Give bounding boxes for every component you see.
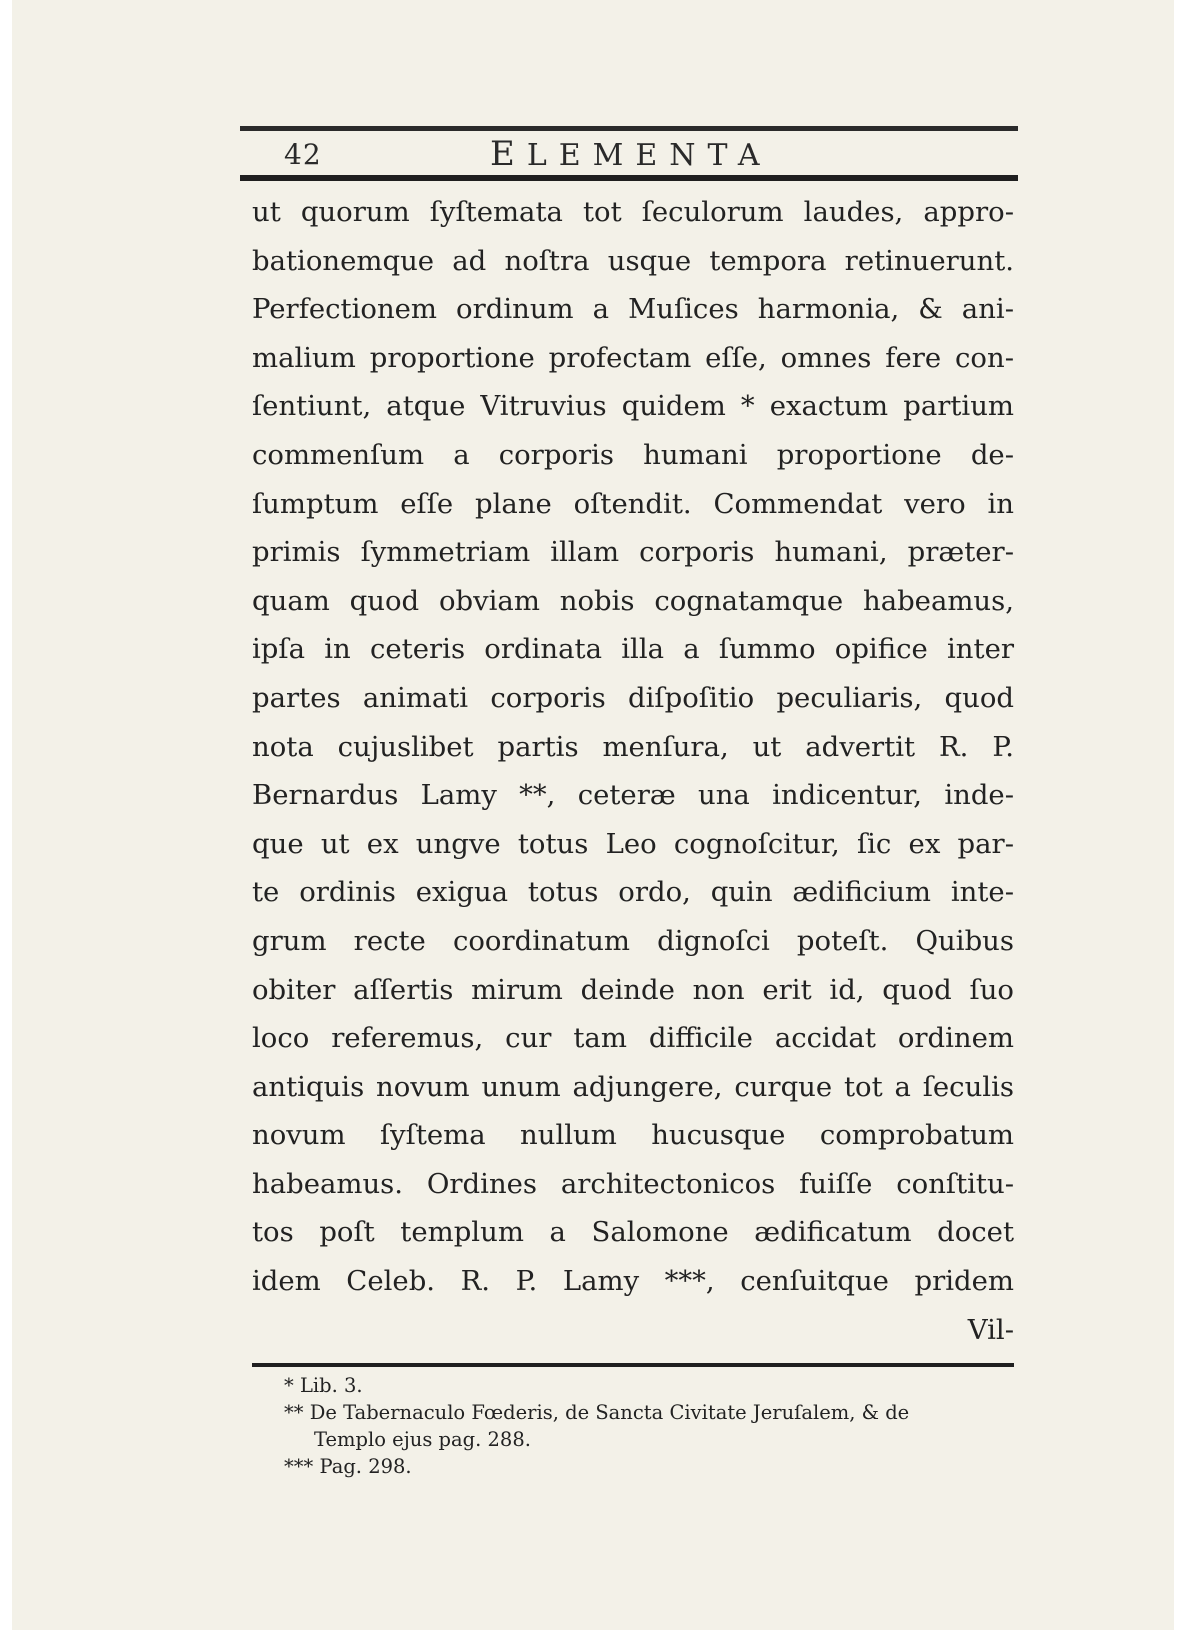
text-line: ut quorum ſyſtemata tot ſeculorum laudes, appro- (252, 196, 1014, 228)
text-line: obiter aſſertis mirum deinde non erit id, quod ſuo (252, 973, 1014, 1006)
text-line: antiquis novum unum adjungere, curque tot a ſeculis (252, 1070, 1014, 1103)
text-line: bationemque ad noſtra usque tempora retinuerunt. (252, 244, 1014, 277)
running-head (490, 134, 772, 174)
text-line: quam quod obviam nobis cognatamque habeamus, (252, 584, 1014, 617)
body-text (252, 188, 1014, 1354)
footnote-rule (252, 1363, 1014, 1367)
footnote-1: * Lib. 3. (284, 1374, 363, 1397)
text-line: commenſum a corporis humani proportione de- (252, 438, 1014, 471)
text-line: idem Celeb. R. P. Lamy ***, cenſuitque pridem (252, 1265, 1014, 1298)
text-line: ſumptum eſſe plane oſtendit. Commendat vero in (252, 487, 1014, 520)
text-line: habeamus. Ordines architectonicos fuiſſe conſtitu- (252, 1167, 1014, 1200)
footnote-2: ** De Tabernaculo Fœderis, de Sancta Civitate Jeruſalem, & de (284, 1401, 910, 1424)
text-line: Bernardus Lamy **, ceteræ una indicentur, inde- (252, 779, 1014, 812)
footnotes (284, 1372, 1014, 1480)
header-top-rule (240, 126, 1018, 131)
text-line: que ut ex ungve totus Leo cognoſcitur, ſic ex par- (252, 827, 1014, 860)
text-line: grum recte coordinatum dignoſci poteſt. Quibus (252, 924, 1014, 957)
catchword: Vil- (967, 1313, 1014, 1346)
text-line: tos poſt templum a Salomone ædificatum docet (252, 1216, 1014, 1249)
footnote-3: *** Pag. 298. (284, 1455, 412, 1478)
text-line: primis ſymmetriam illam corporis humani, præter- (252, 536, 1014, 569)
footnote-2-continuation: Templo ejus pag. 288. (314, 1428, 531, 1451)
text-line: nota cujuslibet partis menſura, ut advertit R. P. (252, 730, 1014, 763)
page-number: 42 (284, 138, 322, 171)
text-line: ſentiunt, atque Vitruvius quidem * exactum partium (252, 390, 1014, 423)
header-bottom-rule (240, 175, 1018, 181)
text-line: novum ſyſtema nullum hucusque comprobatum (252, 1119, 1014, 1152)
text-line: partes animati corporis diſpoſitio peculiaris, quod (252, 681, 1014, 714)
text-line: te ordinis exigua totus ordo, quin ædificium inte- (252, 876, 1014, 909)
page-header (240, 126, 1018, 184)
text-line: malium proportione profectam eſſe, omnes fere con- (252, 341, 1014, 374)
text-line: Perfectionem ordinum a Muſices harmonia, & ani- (252, 293, 1014, 326)
text-line: loco referemus, cur tam difficile accidat ordinem (252, 1022, 1014, 1055)
running-head-rest: LEMENTA (526, 138, 772, 173)
text-line: ipſa in ceteris ordinata illa a ſummo opifice inter (252, 633, 1014, 666)
running-head-initial: E (490, 134, 527, 174)
